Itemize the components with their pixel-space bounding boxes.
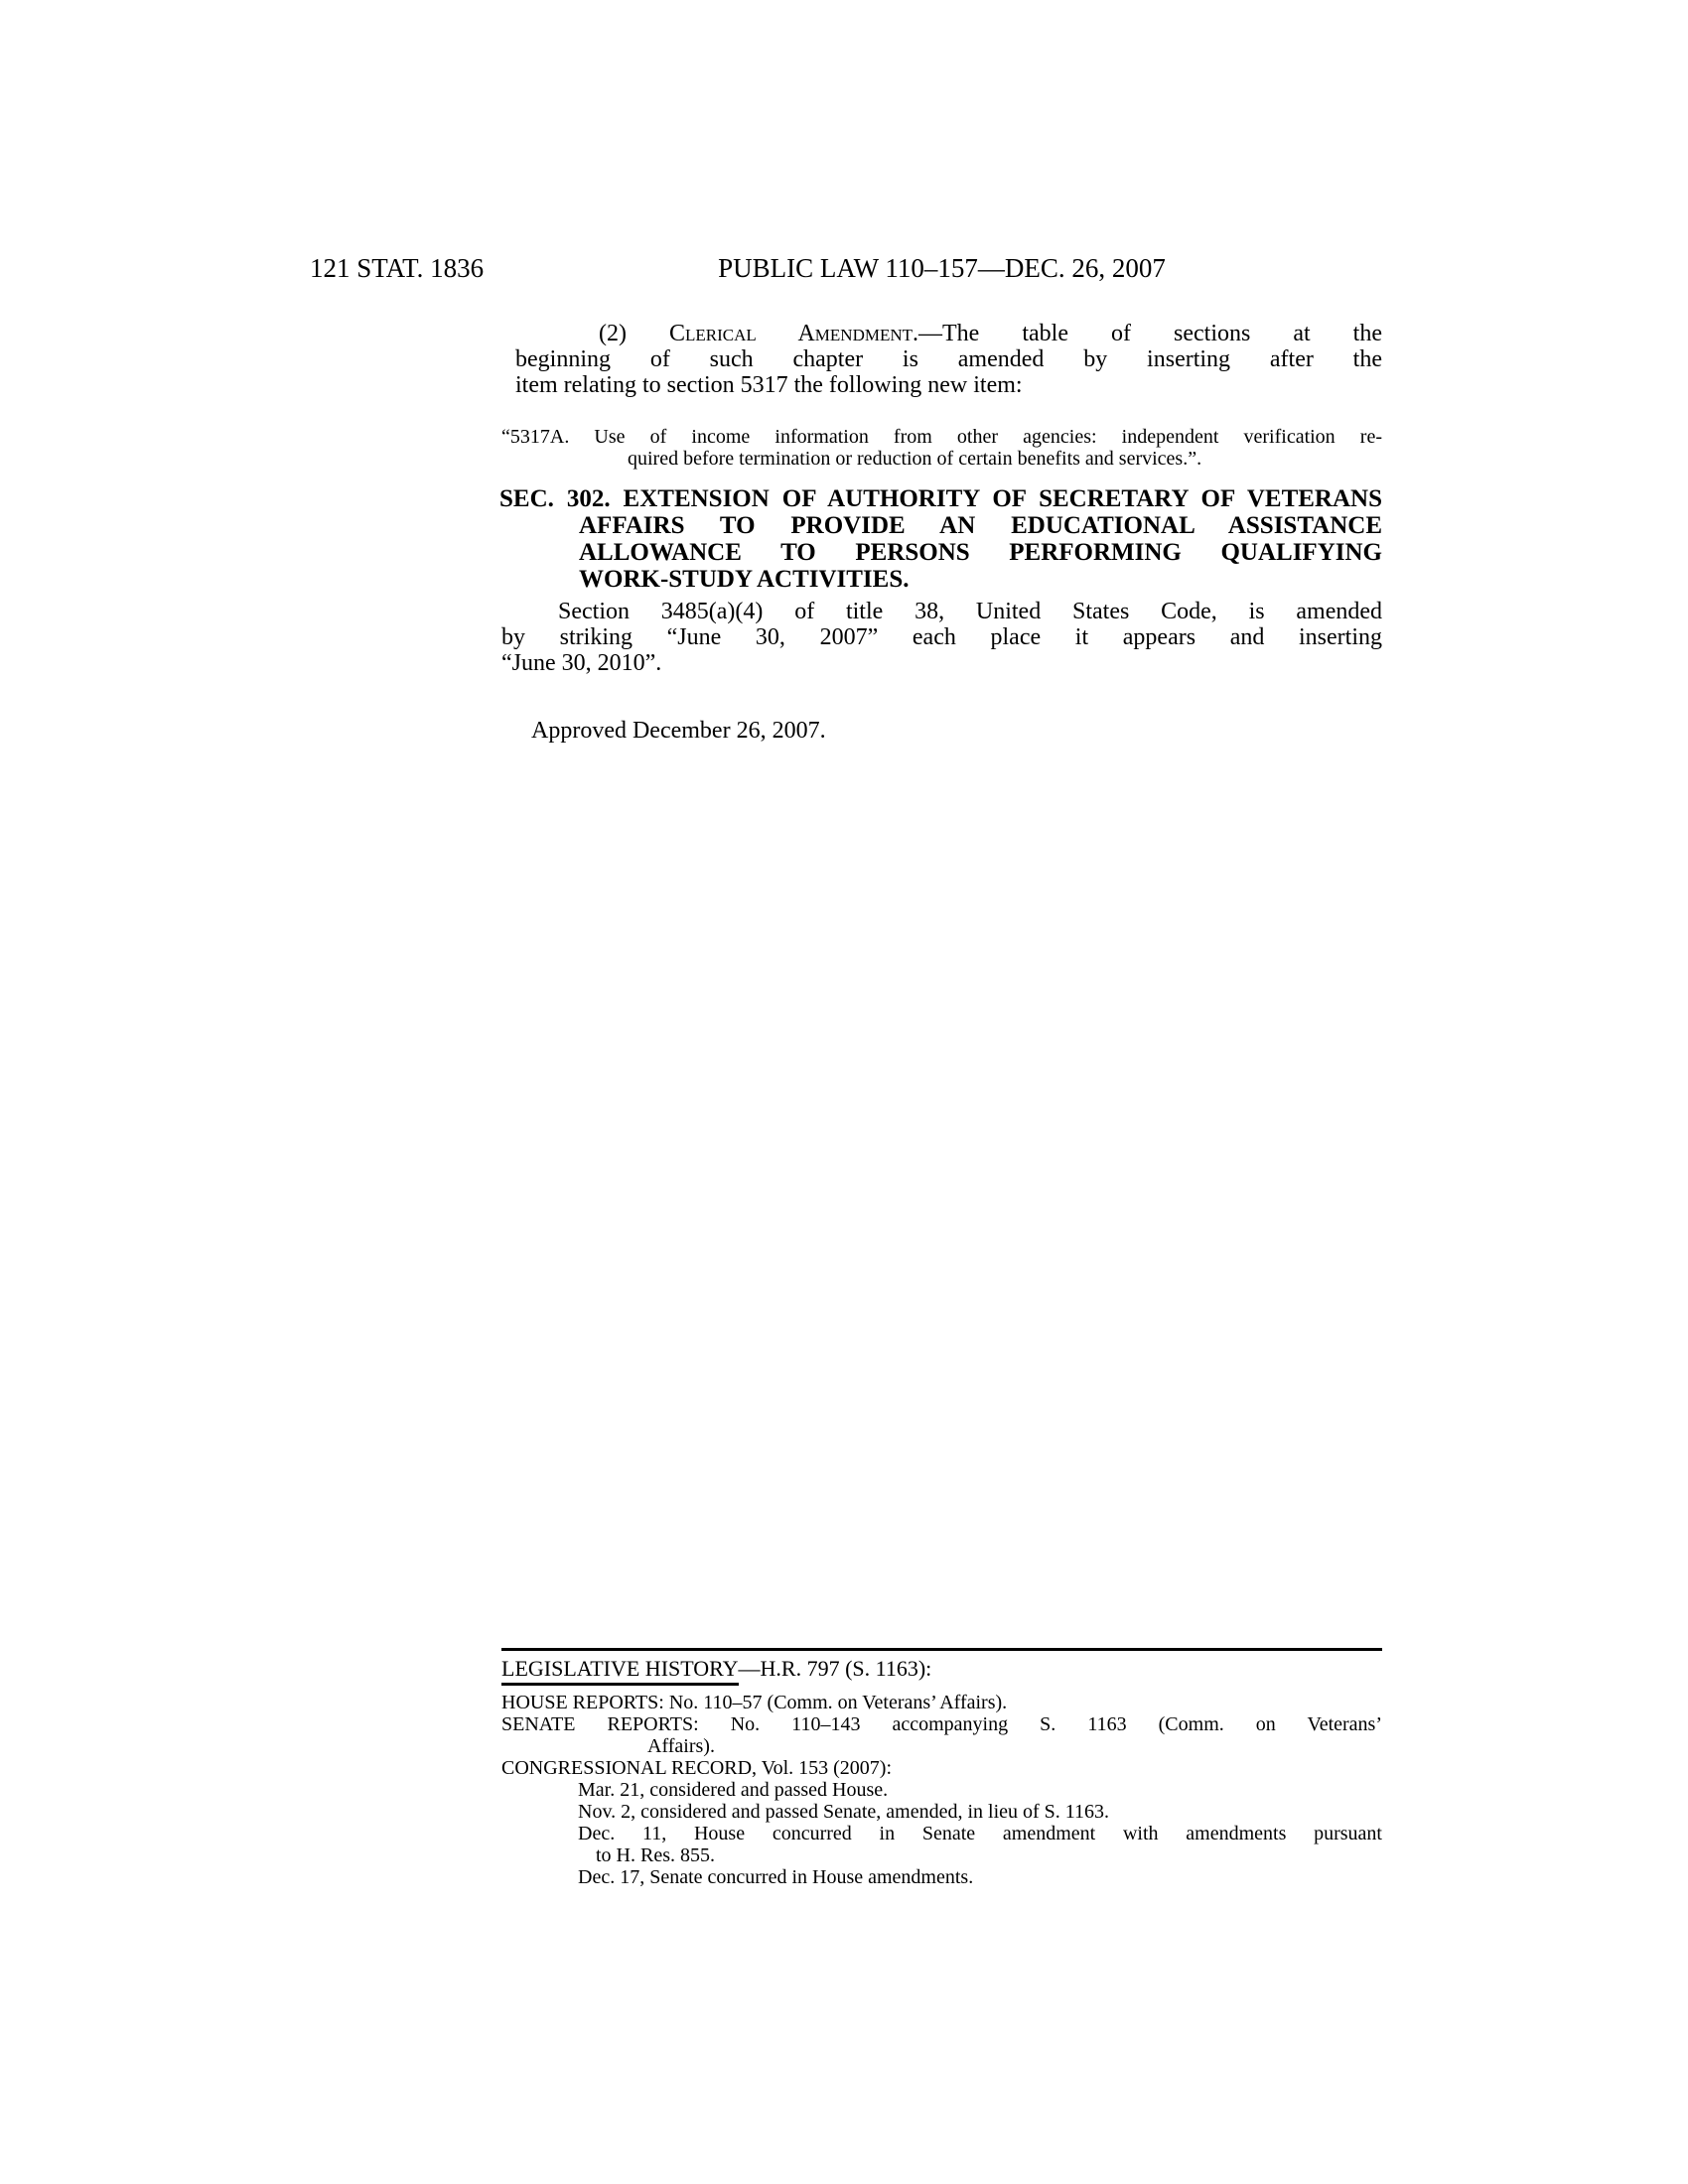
record-entry-nov-2: Nov. 2, considered and passed Senate, amended, in lieu of S. 1163. xyxy=(578,1801,1110,1823)
section-302-heading xyxy=(499,485,1382,593)
clause-number: (2) xyxy=(599,321,669,346)
record-entry-mar-21: Mar. 21, considered and passed House. xyxy=(578,1779,889,1801)
section-302-heading-line-2: AFFAIRS TO PROVIDE AN EDUCATIONAL ASSISTANCE xyxy=(579,512,1382,539)
legislative-history-body xyxy=(501,1692,1382,1888)
stat-page-number: 121 STAT. 1836 xyxy=(310,253,485,283)
clerical-amendment-line-1 xyxy=(515,321,1382,346)
legislative-history-title-underlined: LEGISLATIVE HISTORY xyxy=(501,1656,739,1686)
house-reports-line: HOUSE REPORTS: No. 110–57 (Comm. on Veterans’ Affairs). xyxy=(501,1692,1008,1713)
table-item-line-1: “5317A. Use of income information from other agencies: independent verification re- xyxy=(501,426,1382,448)
clause-heading-smallcaps: Clerical Amendment xyxy=(669,321,914,346)
congressional-record-line: CONGRESSIONAL RECORD, Vol. 153 (2007): xyxy=(501,1757,892,1779)
table-item-line-2: quired before termination or reduction of certain benefits and services.”. xyxy=(628,448,1202,470)
senate-reports-line-1: SENATE REPORTS: No. 110–143 accompanying S. 1163 (Comm. on Veterans’ xyxy=(501,1713,1382,1735)
section-302-heading-line-1: SEC. 302. EXTENSION OF AUTHORITY OF SECRETARY OF VETERANS xyxy=(499,485,1382,512)
clause-line-1-rest: .—The table of sections at the xyxy=(913,321,1382,346)
section-302-body-line-1: Section 3485(a)(4) of title 38, United States Code, is amended xyxy=(558,599,1382,624)
section-302-heading-line-3: ALLOWANCE TO PERSONS PERFORMING QUALIFYING xyxy=(579,539,1382,566)
clerical-amendment-line-3: item relating to section 5317 the following new item: xyxy=(515,372,1023,398)
law-header: PUBLIC LAW 110–157—DEC. 26, 2007 xyxy=(718,253,1166,283)
section-302-body-line-2: by striking “June 30, 2007” each place it appears and inserting xyxy=(501,624,1382,650)
approval-line: Approved December 26, 2007. xyxy=(531,718,826,744)
legislative-history-title-rest: —H.R. 797 (S. 1163): xyxy=(738,1656,932,1681)
section-302-body xyxy=(501,599,1382,676)
record-entry-dec-17: Dec. 17, Senate concurred in House amendments. xyxy=(578,1866,974,1888)
record-entry-dec-11-line-2: to H. Res. 855. xyxy=(596,1844,715,1866)
section-302-body-line-3: “June 30, 2010”. xyxy=(501,650,662,676)
section-302-heading-line-4: WORK-STUDY ACTIVITIES. xyxy=(579,566,910,593)
clerical-amendment-paragraph xyxy=(515,321,1382,398)
legislative-history-rule xyxy=(501,1648,1382,1651)
clerical-amendment-line-2: beginning of such chapter is amended by inserting after the xyxy=(515,346,1382,372)
legislative-history-title xyxy=(501,1657,931,1681)
table-of-sections-item xyxy=(501,426,1382,470)
senate-reports-line-2: Affairs). xyxy=(647,1735,715,1757)
record-entry-dec-11-line-1: Dec. 11, House concurred in Senate amendment with amendments pursuant xyxy=(578,1823,1382,1844)
